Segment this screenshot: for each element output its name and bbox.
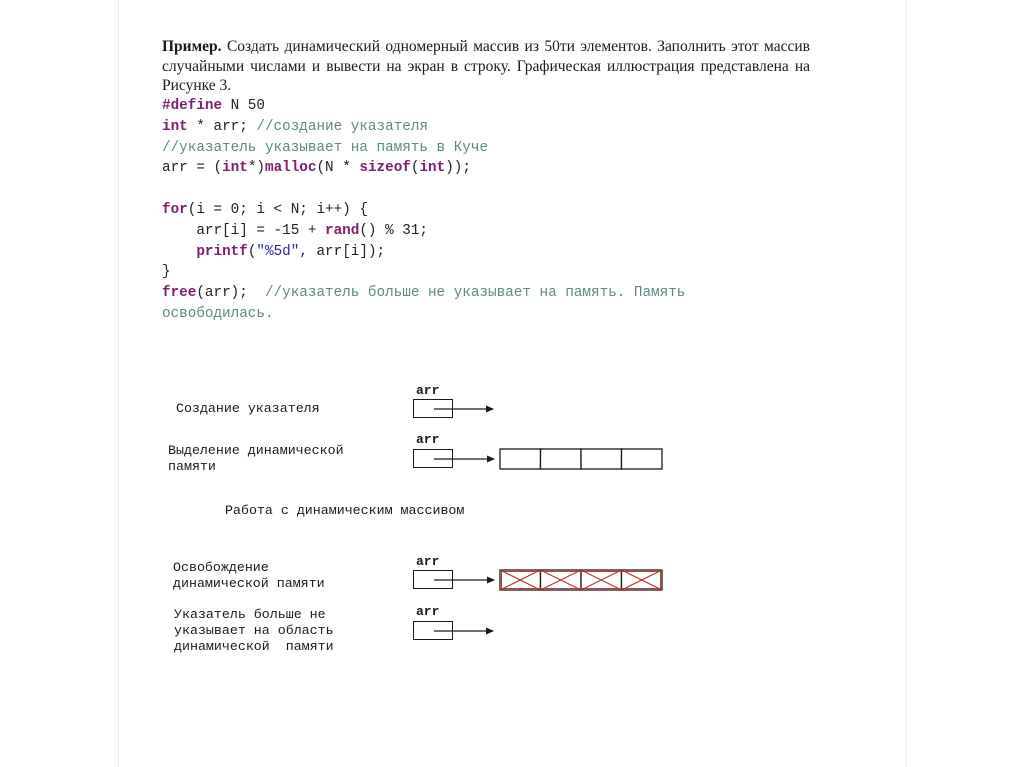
freed-cross-line <box>500 570 541 590</box>
freed-cross-line <box>581 570 622 590</box>
code-line-6 <box>162 200 822 221</box>
code-listing <box>162 96 822 325</box>
freed-cross-line <box>622 570 663 590</box>
pointer-box <box>413 399 453 418</box>
code-text: ( <box>247 243 257 260</box>
pointer-box <box>413 621 453 640</box>
step4-label-line: динамической памяти <box>174 639 334 654</box>
printf-function: printf <box>196 243 248 260</box>
array-cell <box>500 570 541 590</box>
define-keyword: #define <box>162 98 223 114</box>
code-comment: //указатель больше не указывает на память. Память <box>264 285 686 302</box>
freed-cross-line <box>581 570 622 590</box>
code-comment: //указатель указывает на память в Куче <box>162 139 489 156</box>
step1-label: Создание указателя <box>176 401 320 416</box>
frame-left-line <box>118 0 119 767</box>
step4-label <box>174 607 334 655</box>
code-text: , arr[i]); <box>299 243 386 260</box>
work-label: Работа с динамическим массивом <box>225 503 465 518</box>
freed-array <box>500 570 662 590</box>
array-cell <box>500 449 541 469</box>
rand-function: rand <box>325 222 360 239</box>
code-text: (i = 0; i < N; i++) { <box>187 201 368 218</box>
example-text: Создать динамический одномерный массив из 50ти элементов. Заполнить этот массив случайными числами и вывести на экран в строку. Графическая иллюстрация представлена на Рисунке 3. <box>162 38 810 94</box>
array-cell <box>581 570 622 590</box>
allocated-array <box>500 449 662 469</box>
array-cell <box>581 449 622 469</box>
for-keyword: for <box>162 201 188 218</box>
example-label: Пример. <box>162 38 222 55</box>
step3-label-line: динамической памяти <box>173 576 325 591</box>
code-text: } <box>162 264 171 281</box>
code-indent <box>162 244 196 260</box>
step2-label <box>168 443 344 475</box>
arr-label: arr <box>416 432 440 447</box>
code-line-4 <box>162 158 822 179</box>
example-paragraph <box>162 37 810 96</box>
code-line-7 <box>162 221 822 242</box>
pointer-box <box>413 570 453 589</box>
int-keyword: int <box>222 160 248 177</box>
code-text: () % 31; <box>359 222 428 239</box>
arr-label: arr <box>416 383 440 398</box>
step3-label <box>173 560 325 592</box>
int-keyword: int <box>162 118 188 135</box>
code-text: arr[i] = -15 + <box>162 222 326 239</box>
code-text: (N * <box>316 160 360 177</box>
code-line-9 <box>162 262 822 283</box>
code-comment: //создание указателя <box>256 118 428 135</box>
freed-cross-line <box>541 570 582 590</box>
free-function: free <box>162 285 197 302</box>
step4-label-line: Указатель больше не <box>174 607 326 622</box>
frame-right-line <box>906 0 907 767</box>
format-string: "%5d" <box>256 243 300 260</box>
code-text: N 50 <box>222 98 265 114</box>
code-comment: освободилась. <box>162 305 274 322</box>
code-line-10 <box>162 283 822 304</box>
sizeof-keyword: sizeof <box>359 160 411 177</box>
freed-outline <box>502 572 661 589</box>
freed-cross-line <box>541 570 582 590</box>
code-text: arr = ( <box>162 160 223 177</box>
code-line-blank <box>162 179 822 200</box>
freed-cross-line <box>622 570 663 590</box>
step4-label-line: указывает на область <box>174 623 334 638</box>
step2-label-line: памяти <box>168 459 216 474</box>
code-text: ( <box>410 160 420 177</box>
array-cell <box>622 570 663 590</box>
array-cell <box>622 449 663 469</box>
code-text: )); <box>445 160 471 177</box>
code-line-11 <box>162 304 822 325</box>
malloc-function: malloc <box>264 160 317 177</box>
code-text: *) <box>247 160 265 177</box>
code-line-3 <box>162 138 822 159</box>
arr-label: arr <box>416 604 440 619</box>
freed-cross-line <box>500 570 541 590</box>
array-cell <box>541 570 582 590</box>
pointer-box <box>413 449 453 468</box>
int-keyword: int <box>419 160 446 177</box>
code-line-8 <box>162 242 822 263</box>
step2-label-line: Выделение динамической <box>168 443 344 458</box>
code-line-2 <box>162 117 822 138</box>
code-line-1 <box>162 96 822 117</box>
arr-label: arr <box>416 554 440 569</box>
code-text: (arr); <box>196 285 265 302</box>
code-text: * arr; <box>187 118 257 135</box>
array-cell <box>541 449 582 469</box>
step3-label-line: Освобождение <box>173 560 269 575</box>
